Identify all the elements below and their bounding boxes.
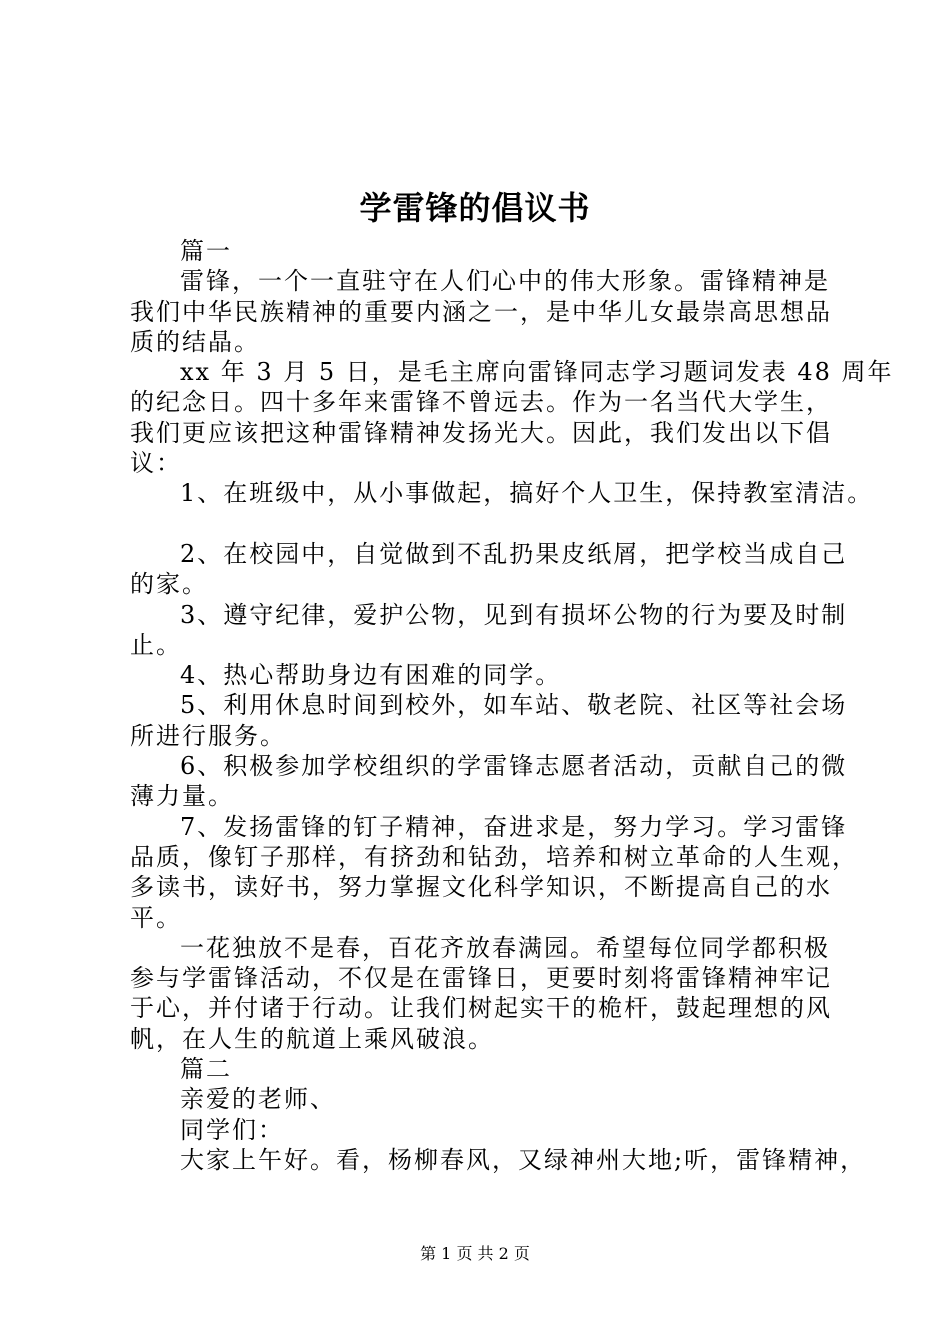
- paragraph-line: 薄力量。: [130, 782, 234, 811]
- paragraph-line: 我们更应该把这种雷锋精神发扬光大。因此，我们发出以下倡: [130, 418, 832, 447]
- document-body: [130, 236, 894, 1175]
- paragraph-line: 参与学雷锋活动，不仅是在雷锋日，更要时刻将雷锋精神牢记: [130, 964, 832, 993]
- document-title: 学雷锋的倡议书: [359, 189, 591, 227]
- paragraph-line: 7、发扬雷锋的钉子精神，奋进求是，努力学习。学习雷锋: [180, 812, 848, 841]
- paragraph-line: 议：: [130, 449, 182, 478]
- page-footer: 第 1 页 共 2 页: [420, 1244, 530, 1263]
- paragraph-line: 质的结晶。: [130, 327, 260, 356]
- paragraph-line: 一花独放不是春，百花齐放春满园。希望每位同学都积极: [180, 933, 830, 962]
- paragraph-line: 品质，像钉子那样，有挤劲和钻劲，培养和树立革命的人生观，: [130, 842, 858, 871]
- paragraph-line: 大家上午好。看，杨柳春风，又绿神州大地;听，雷锋精神，: [180, 1145, 867, 1174]
- paragraph-line: 所进行服务。: [130, 721, 286, 750]
- paragraph-line: 于心，并付诸于行动。让我们树起实干的桅杆，鼓起理想的风: [130, 994, 832, 1023]
- paragraph-line: 3、遵守纪律，爱护公物，见到有损坏公物的行为要及时制: [180, 600, 848, 629]
- salutation-line: 同学们：: [180, 1115, 284, 1144]
- salutation-line: 亲爱的老师、: [180, 1085, 336, 1114]
- section-heading: 篇二: [180, 1055, 232, 1084]
- paragraph-line: 帆，在人生的航道上乘风破浪。: [130, 1024, 494, 1053]
- paragraph-line: 的纪念日。四十多年来雷锋不曾远去。作为一名当代大学生，: [130, 388, 832, 417]
- paragraph-line: 篇一: [180, 237, 232, 265]
- paragraph-line: 止。: [130, 630, 182, 659]
- paragraph-line: 2、在校园中，自觉做到不乱扔果皮纸屑，把学校当成自己: [180, 539, 848, 568]
- blank-line: [130, 509, 850, 539]
- paragraph-line: 6、积极参加学校组织的学雷锋志愿者活动，贡献自己的微: [180, 752, 848, 781]
- paragraph-line: 1、在班级中，从小事做起，搞好个人卫生，保持教室清洁。: [180, 479, 874, 508]
- paragraph-line: xx 年 3 月 5 日，是毛主席向雷锋同志学习题词发表 48 周年: [180, 358, 894, 387]
- paragraph-line: 我们中华民族精神的重要内涵之一，是中华儿女最崇高思想品: [130, 297, 832, 326]
- paragraph-line: 多读书，读好书，努力掌握文化科学知识，不断提高自己的水: [130, 873, 832, 902]
- paragraph-line: 雷锋，一个一直驻守在人们心中的伟大形象。雷锋精神是: [180, 267, 830, 296]
- paragraph-line: 的家。: [130, 570, 208, 599]
- paragraph-line: 4、热心帮助身边有困难的同学。: [180, 661, 562, 690]
- paragraph-line: 5、利用休息时间到校外，如车站、敬老院、社区等社会场: [180, 691, 848, 720]
- paragraph-line: 平。: [130, 903, 182, 932]
